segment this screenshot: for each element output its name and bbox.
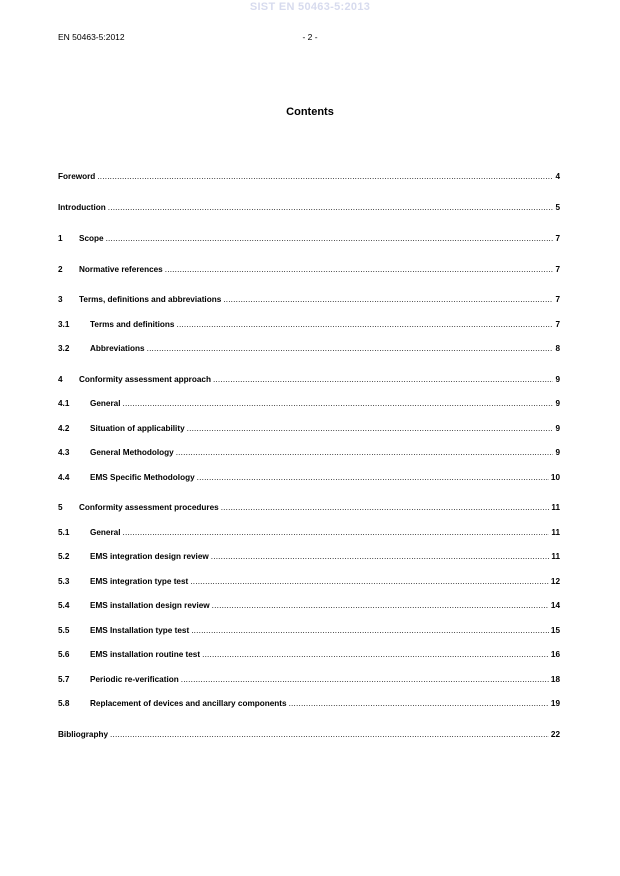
toc-entry-number: 3 — [58, 295, 63, 304]
toc-dot-leader — [190, 576, 549, 587]
toc-entry-page: 11 — [551, 552, 560, 561]
toc-entry-page: 9 — [555, 375, 560, 384]
toc-entry-4-1[interactable] — [58, 398, 560, 409]
toc-entry-title: Replacement of devices and ancillary components — [90, 699, 287, 708]
toc-entry-bibliography[interactable] — [58, 729, 560, 740]
toc-dot-leader — [211, 551, 550, 562]
toc-dot-leader — [97, 171, 553, 182]
toc-dot-leader — [181, 674, 549, 685]
toc-entry-title: Abbreviations — [90, 344, 145, 353]
watermark: SIST EN 50463-5:2013 — [249, 1, 371, 13]
toc-entry-5-2[interactable] — [58, 551, 560, 562]
toc-dot-leader — [176, 319, 553, 330]
toc-dot-leader — [202, 649, 549, 660]
toc-entry-4[interactable] — [58, 374, 560, 385]
toc-entry-3-2[interactable] — [58, 343, 560, 354]
toc-entry-number: 5.4 — [58, 601, 70, 610]
toc-entry-title: Periodic re-verification — [90, 675, 179, 684]
toc-dot-leader — [197, 472, 549, 483]
toc-entry-5-3[interactable] — [58, 576, 560, 587]
toc-dot-leader — [147, 343, 554, 354]
toc-entry-title: EMS Specific Methodology — [90, 473, 195, 482]
toc-entry-page: 18 — [550, 675, 560, 684]
toc-entry-page: 5 — [555, 203, 560, 212]
toc-entry-number: 5.2 — [58, 552, 70, 561]
toc-entry-5-6[interactable] — [58, 649, 560, 660]
toc-entry-number: 1 — [58, 234, 63, 243]
toc-entry-title: EMS installation design review — [90, 601, 210, 610]
toc-dot-leader — [123, 527, 550, 538]
toc-entry-5-5[interactable] — [58, 625, 560, 636]
toc-dot-leader — [106, 233, 554, 244]
toc-entry-title: Bibliography — [58, 730, 109, 739]
toc-entry-number: 5.7 — [58, 675, 70, 684]
toc-entry-page: 19 — [550, 699, 560, 708]
toc-entry-5-8[interactable] — [58, 698, 560, 709]
toc-entry-4-3[interactable] — [58, 447, 560, 458]
toc-dot-leader — [123, 398, 554, 409]
toc-entry-title: EMS installation routine test — [90, 650, 201, 659]
toc-entry-page: 7 — [555, 265, 560, 274]
toc-entry-number: 5.8 — [58, 699, 70, 708]
toc-entry-page: 9 — [555, 424, 560, 433]
toc-entry-title: General — [90, 528, 121, 537]
toc-entry-title: Normative references — [79, 265, 163, 274]
toc-entry-page: 11 — [551, 503, 560, 512]
toc-entry-page: 8 — [555, 344, 560, 353]
toc-entry-page: 7 — [555, 295, 560, 304]
toc-entry-1[interactable] — [58, 233, 560, 244]
toc-entry-5[interactable] — [58, 502, 560, 513]
toc-entry-page: 11 — [551, 528, 560, 537]
toc-entry-number: 3.1 — [58, 320, 70, 329]
toc-entry-title: Conformity assessment approach — [79, 375, 211, 384]
toc-entry-page: 16 — [550, 650, 560, 659]
toc-entry-page: 22 — [550, 730, 560, 739]
toc-entry-2[interactable] — [58, 264, 560, 275]
toc-entry-number: 5.6 — [58, 650, 70, 659]
toc-dot-leader — [213, 374, 553, 385]
toc-entry-title: Terms, definitions and abbreviations — [79, 295, 222, 304]
toc-entry-page: 10 — [550, 473, 560, 482]
toc-entry-number: 5.1 — [58, 528, 70, 537]
toc-dot-leader — [110, 729, 549, 740]
toc-dot-leader — [221, 502, 550, 513]
toc-entry-3[interactable] — [58, 294, 560, 305]
toc-entry-number: 4.3 — [58, 448, 70, 457]
toc-entry-5-1[interactable] — [58, 527, 560, 538]
toc-entry-number: 5.3 — [58, 577, 70, 586]
toc-entry-title: General Methodology — [90, 448, 174, 457]
toc-entry-title: Introduction — [58, 203, 106, 212]
toc-entry-title: EMS integration type test — [90, 577, 189, 586]
toc-entry-title: Foreword — [58, 172, 96, 181]
toc-dot-leader — [165, 264, 554, 275]
toc-entry-5-4[interactable] — [58, 600, 560, 611]
toc-entry-number: 4.4 — [58, 473, 70, 482]
toc-dot-leader — [176, 447, 554, 458]
toc-entry-number: 4 — [58, 375, 63, 384]
toc-entry-title: General — [90, 399, 121, 408]
toc-entry-4-4[interactable] — [58, 472, 560, 483]
toc-entry-page: 9 — [555, 448, 560, 457]
toc-dot-leader — [187, 423, 554, 434]
toc-entry-number: 2 — [58, 265, 63, 274]
toc-entry-page: 12 — [550, 577, 560, 586]
toc-entry-page: 4 — [555, 172, 560, 181]
toc-dot-leader — [289, 698, 549, 709]
toc-entry-foreword[interactable] — [58, 171, 560, 182]
toc-dot-leader — [212, 600, 549, 611]
toc-entry-number: 4.2 — [58, 424, 70, 433]
contents-title: Contents — [286, 106, 334, 118]
toc-entry-5-7[interactable] — [58, 674, 560, 685]
toc-entry-title: Scope — [79, 234, 104, 243]
toc-entry-title: Conformity assessment procedures — [79, 503, 219, 512]
toc-entry-number: 5 — [58, 503, 63, 512]
toc-entry-title: Situation of applicability — [90, 424, 185, 433]
document-id: EN 50463-5:2012 — [58, 32, 125, 42]
toc-entry-introduction[interactable] — [58, 202, 560, 213]
toc-entry-title: Terms and definitions — [90, 320, 175, 329]
toc-entry-4-2[interactable] — [58, 423, 560, 434]
toc-dot-leader — [191, 625, 549, 636]
toc-entry-number: 3.2 — [58, 344, 70, 353]
toc-entry-page: 14 — [550, 601, 560, 610]
toc-dot-leader — [108, 202, 554, 213]
toc-entry-title: EMS integration design review — [90, 552, 209, 561]
toc-entry-page: 7 — [555, 320, 560, 329]
toc-entry-number: 5.5 — [58, 626, 70, 635]
page-number: - 2 - — [302, 32, 318, 42]
toc-entry-page: 9 — [555, 399, 560, 408]
toc-entry-title: EMS Installation type test — [90, 626, 190, 635]
toc-dot-leader — [223, 294, 553, 305]
toc-entry-3-1[interactable] — [58, 319, 560, 330]
toc-entry-number: 4.1 — [58, 399, 70, 408]
toc-entry-page: 7 — [555, 234, 560, 243]
toc-entry-page: 15 — [550, 626, 560, 635]
